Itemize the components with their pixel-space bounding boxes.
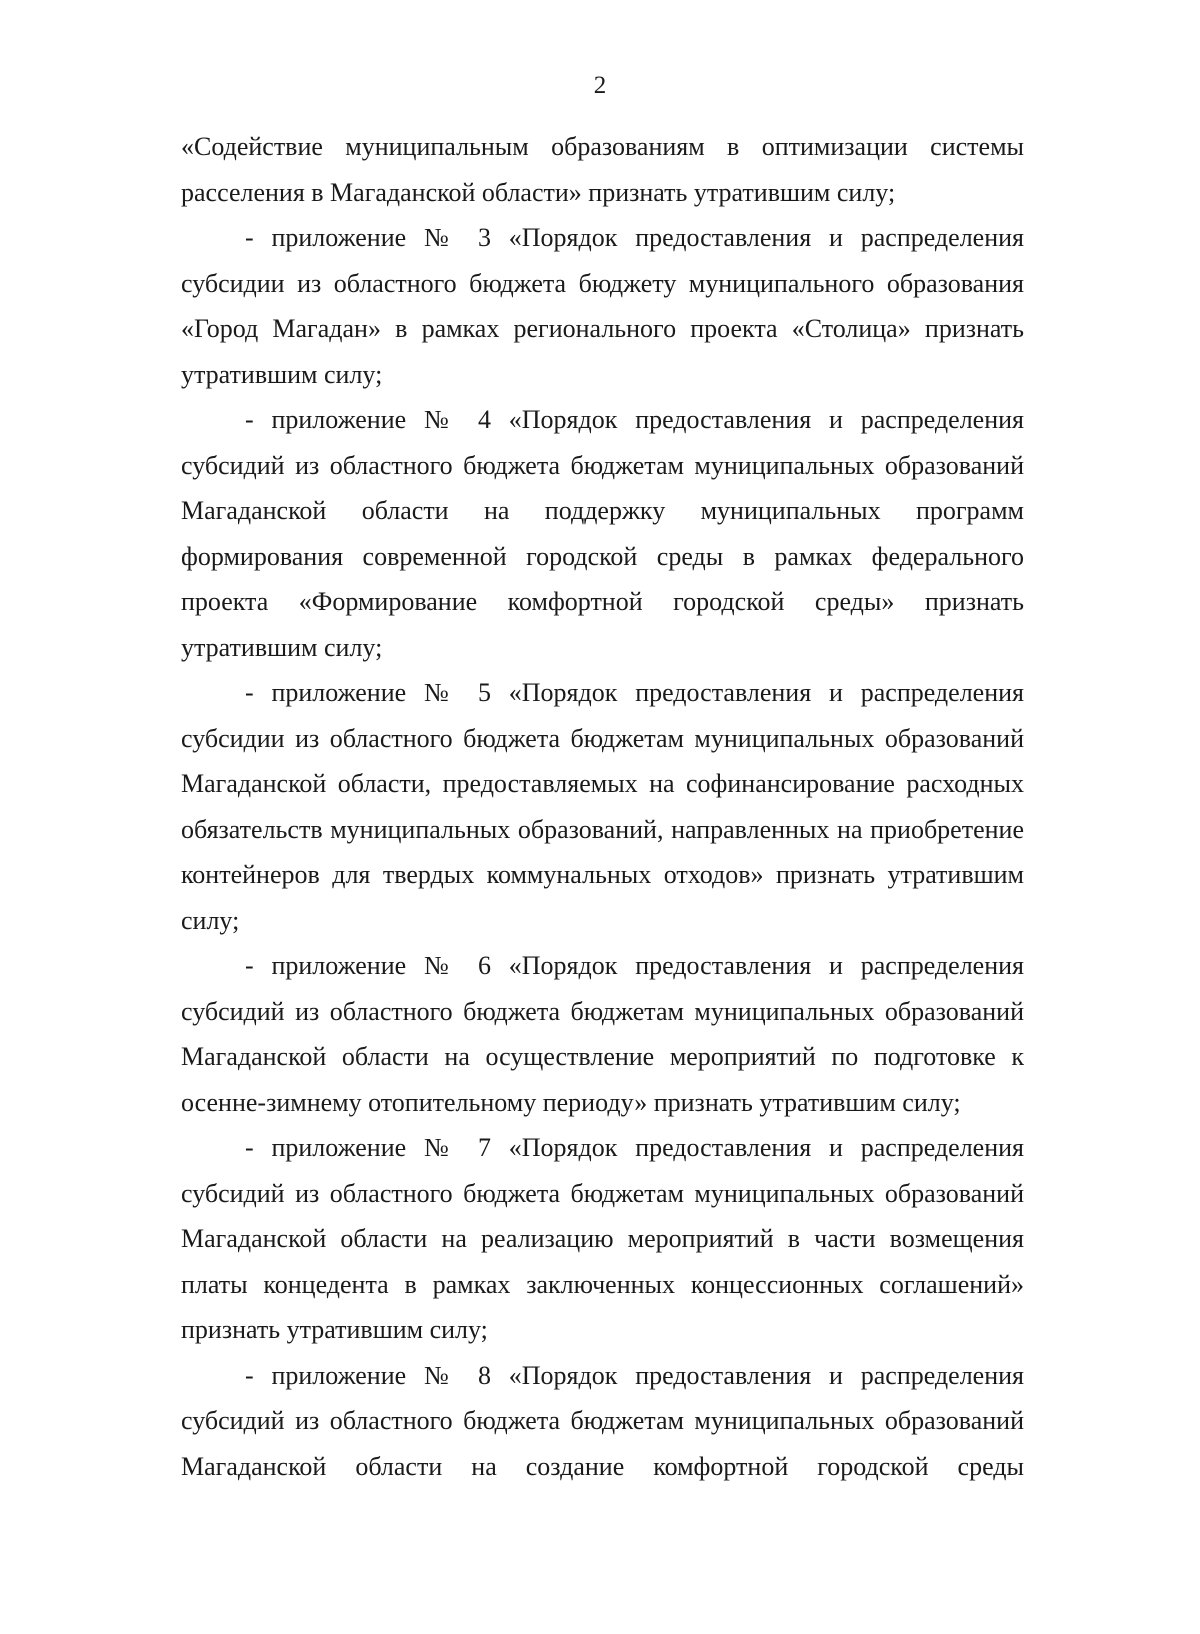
paragraph-appendix-5: - приложение № 5 «Порядок предоставления и распределения субсидии из областного бюджета бюджетам муниципальных образований Магаданской области, предоставляемых на софинансирование расходных обязательств муниципальных образований, направленных на приобретение контейнеров для твердых коммунальных отходов» признать утратившим силу; (181, 678, 1024, 935)
paragraph-appendix-6: - приложение № 6 «Порядок предоставления и распределения субсидий из областного бюджета бюджетам муниципальных образований Магаданской области на осуществление мероприятий по подготовке к осенне-зимнему отопительному периоду» признать утратившим силу; (181, 951, 1024, 1117)
document-body (181, 124, 1024, 1489)
paragraph-appendix-8: - приложение № 8 «Порядок предоставления и распределения субсидий из областного бюджета бюджетам муниципальных образований Магаданской области на создание комфортной городской среды (181, 1360, 1024, 1481)
page-number: 2 (593, 72, 607, 99)
paragraph-appendix-7: - приложение № 7 «Порядок предоставления и распределения субсидий из областного бюджета бюджетам муниципальных образований Магаданской области на реализацию мероприятий в части возмещения платы концедента в рамках заключенных концессионных соглашений» признать утратившим силу; (181, 1133, 1024, 1344)
paragraph-continuation: «Содействие муниципальным образованиям в оптимизации системы расселения в Магаданской области» признать утратившим силу; (181, 132, 1024, 207)
paragraph-appendix-4: - приложение № 4 «Порядок предоставления и распределения субсидий из областного бюджета бюджетам муниципальных образований Магаданской области на поддержку муниципальных программ формирования современной городской среды в рамках федерального проекта «Формирование комфортной городской среды» признать утратившим силу; (181, 405, 1024, 662)
paragraph-appendix-3: - приложение № 3 «Порядок предоставления и распределения субсидии из областного бюджета бюджету муниципального образования «Город Магадан» в рамках регионального проекта «Столица» признать утратившим силу; (181, 223, 1024, 389)
